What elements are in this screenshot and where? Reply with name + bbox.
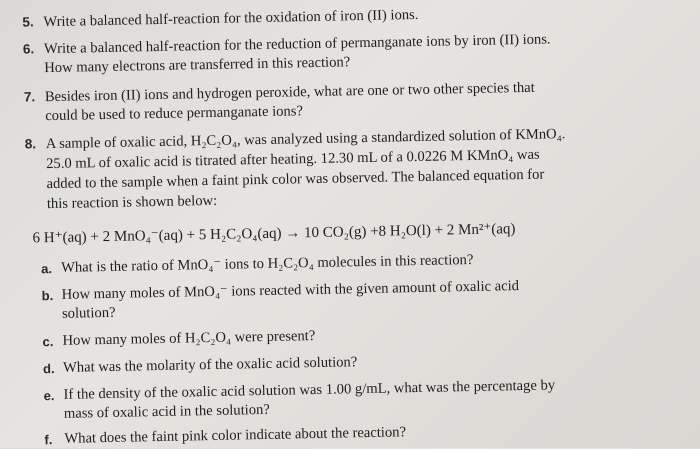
subquestion-text: How many moles of H₂C₂O₄ were present? (62, 328, 316, 349)
subquestion-letter: f. (44, 432, 53, 448)
subquestion-text: How many moles of MnO₄⁻ ions reacted with the given amount of oxalic acid (61, 278, 520, 303)
question-text: 25.0 mL of oxalic acid is titrated after heating. 12.30 mL of a 0.0226 M KMnO₄ was (46, 146, 540, 173)
question-text: Write a balanced half-reaction for the reduction of permanganate ions by iron (II) ions. (43, 31, 551, 58)
question-number: 5. (22, 14, 34, 30)
question-number: 6. (22, 41, 35, 57)
subquestion-text: mass of oxalic acid in the solution? (63, 401, 270, 422)
question-text: could be used to reduce permanganate ions? (45, 103, 304, 125)
question-number: 7. (23, 89, 36, 105)
question-text: this reaction is shown below: (46, 192, 218, 213)
subquestion-letter: c. (42, 334, 54, 350)
question-text: A sample of oxalic acid, H₂C₂O₄, was analyzed using a standardized solution of KMnO₄. (45, 126, 566, 153)
balanced-equation: 6 H⁺(aq) + 2 MnO₄⁻(aq) + 5 H₂C₂O₄(aq) → 10 CO₂(g) +8 H₂O(l) + 2 Mn²⁺(aq) (32, 221, 516, 247)
subquestion-letter: e. (43, 388, 55, 404)
subquestion-text: If the density of the oxalic acid solution was 1.00 g/mL, what was the percentage by (63, 377, 556, 403)
question-text: Write a balanced half-reaction for the oxidation of iron (II) ions. (43, 6, 419, 31)
question-text: Besides iron (II) ions and hydrogen peroxide, what are one or two other species that (44, 79, 535, 106)
subquestion-text: solution? (61, 304, 116, 322)
question-text: added to the sample when a faint pink color was observed. The balanced equation for (46, 166, 545, 193)
question-number: 8. (24, 136, 37, 152)
subquestion-letter: b. (41, 288, 54, 304)
subquestion-text: What is the ratio of MnO₄⁻ ions to H₂C₂O₄ molecules in this reaction? (61, 251, 474, 276)
subquestion-text: What does the faint pink color indicate about the reaction? (64, 424, 407, 447)
question-text: How many electrons are transferred in this reaction? (44, 54, 351, 77)
subquestion-text: What was the molarity of the oxalic acid solution? (62, 354, 358, 376)
subquestion-letter: a. (41, 261, 53, 277)
subquestion-letter: d. (42, 361, 55, 377)
